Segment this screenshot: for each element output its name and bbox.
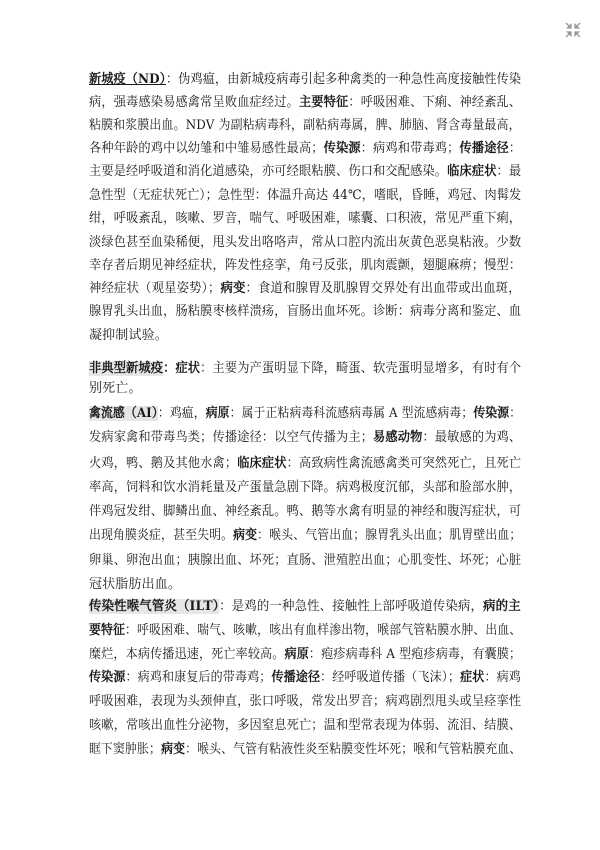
text-run: ：鸡瘟， (157, 406, 206, 421)
text-line (89, 209, 521, 229)
text-line (89, 502, 521, 522)
text-run: 伴鸡冠发绀、脚鳞出血、神经紊乱。鸭、鹅等水禽有明显的神经和腹泻症状，可 (89, 504, 522, 519)
text-run: ：主要为产蛋明显下降，畸蛋、软壳蛋明显增多，有时有个 (200, 361, 522, 376)
text-line (89, 404, 521, 424)
text-line (89, 326, 168, 346)
bold-term: 病的主 (483, 599, 521, 614)
text-run: 粘膜和浆膜出血。NDV 为副粘病毒科，副粘病毒属，脾、肺脑、肾含毒量最高， (89, 118, 521, 133)
text-line (89, 279, 521, 299)
text-line (89, 621, 521, 641)
text-run: ：属于正粘病毒科流感病毒属 A 型流感病毒； (229, 406, 474, 421)
text-run: ：是鸡的一种急性、接触性上部呼吸道传染病， (219, 599, 484, 614)
bold-term: 传染源 (473, 406, 510, 421)
text-run: 淡绿色甚至血染稀便，甩头发出咯咯声，常从口腔内流出灰黄色恶臭粘液。少数 (89, 235, 522, 250)
text-run: 别死亡。 (89, 381, 142, 396)
text-line (89, 692, 521, 712)
bold-term: 新城疫（ND） (89, 72, 167, 87)
text-line (89, 302, 521, 322)
collapse-arrows-icon[interactable] (563, 20, 583, 40)
text-run: 绀，呼吸紊乱，咳嗽、罗音，喘气、呼吸困难，嗉囊、口积液，常见严重下痢， (89, 211, 522, 226)
text-run: ：病鸡和带毒鸡； (360, 141, 460, 156)
text-run: 糜烂，本病传播迅速，死亡率较高。 (89, 647, 285, 662)
text-run: ：疱疹病毒科 A 型疱疹病毒，有囊膜； (308, 647, 522, 662)
text-line (89, 116, 521, 136)
bold-term: 禽流感（AI） (89, 406, 158, 421)
bold-term: 易感动物 (373, 430, 423, 445)
text-run: 神经症状（观星姿势）； (89, 281, 221, 296)
bold-term: 传播途径 (459, 141, 509, 156)
text-run: ：呼吸困难、喘气、咳嗽，咳出有血样渗出物，喉部气管粘膜水肿、出血、 (125, 623, 522, 638)
text-line (89, 186, 521, 206)
text-run: 发病家禽和带毒鸟类；传播途径：以空气传播为主； (89, 430, 374, 445)
text-run: ：喉头、气管出血；腺胃乳头出血；肌胃壁出血； (257, 528, 522, 543)
text-run: ：高致病性禽流感禽类可突然死亡，且死亡 (286, 456, 522, 471)
text-run: 冠状脂肪出血。 (89, 577, 182, 592)
text-run: 卵巢、卵泡出血；胰腺出血、坏死；直肠、泄殖腔出血；心肌变性、坏死；心脏 (89, 553, 522, 568)
bold-term: 传染源 (89, 670, 126, 685)
text-line (89, 93, 521, 113)
text-run: 急性型（无症状死亡）；急性型：体温升高达 44℃，嗜眠，昏睡，鸡冠、肉髯发 (89, 188, 522, 203)
text-line (89, 70, 521, 90)
text-line (89, 645, 521, 665)
text-run: 呼吸困难，表现为头颈伸直，张口呼吸，常发出罗音；病鸡剧烈甩头或呈痉挛性 (89, 694, 522, 709)
bold-term: 症状 (175, 361, 201, 376)
bold-term: ： (163, 361, 176, 376)
text-run: 咳嗽，常咳出血性分泌物，多因窒息死亡；温和型常表现为体弱、流泪、结膜、 (89, 718, 522, 733)
bold-term: 传染源 (323, 141, 361, 156)
text-run: ：病鸡 (484, 670, 521, 685)
text-run: ：经呼吸道传播（飞沫）； (320, 670, 461, 685)
text-run: ：呼吸困难、下痢、神经紊乱、 (348, 95, 522, 110)
text-run: 眶下窦肿胀； (89, 742, 162, 757)
bold-term: 病变 (220, 281, 246, 296)
text-run: 出现角膜炎症，甚至失明。 (89, 528, 234, 543)
bold-term: 病原 (205, 406, 230, 421)
text-run: 率高，饲料和饮水消耗量及产蛋量急剧下降。病鸡极度沉郁，头部和脸部水肿， (89, 480, 522, 495)
text-line (89, 454, 521, 474)
text-line (89, 716, 521, 736)
text-run: ：食道和腺胃及肌腺胃交界处有出血带或出血斑， (245, 281, 521, 296)
text-line (89, 162, 521, 182)
text-run: 火鸡，鸭、鹅及其他水禽； (89, 456, 238, 471)
text-run: ： (509, 406, 522, 421)
text-line (89, 575, 181, 595)
bold-term: 传播途径 (271, 670, 321, 685)
text-run: 各种年龄的鸡中以幼雏和中雏易感性最高； (89, 141, 324, 156)
text-run: ： (508, 141, 522, 156)
text-line (89, 139, 521, 159)
bold-term: 病变 (161, 742, 186, 757)
text-line (89, 233, 521, 253)
bold-term: 非典型新城疫 (89, 361, 164, 376)
text-run: 主要是经呼吸道和消化道感染，亦可经眼粘膜、伤口和交配感染。 (89, 164, 448, 179)
bold-term: 病原 (284, 647, 309, 662)
bold-term: 传染性喉气管炎（ILT） (89, 599, 220, 614)
text-run: ：最敏感的为鸡、 (422, 430, 522, 445)
text-line (89, 359, 521, 379)
text-run: 幸存者后期见神经症状，阵发性痉挛，角弓反张，肌肉震颤，翅腿麻痹；慢型： (89, 258, 522, 273)
bold-term: 病变 (233, 528, 258, 543)
bold-term: 症状 (460, 670, 485, 685)
text-run: ：伪鸡瘟，由新城疫病毒引起多种禽类的一种急性高度接触性传染 (166, 72, 522, 87)
text-run: ：喉头、气管有粘液性炎至粘膜变性坏死；喉和气管粘膜充血、 (185, 742, 522, 757)
text-line (89, 740, 521, 760)
text-line (89, 478, 521, 498)
text-line (89, 526, 521, 546)
text-line (89, 668, 521, 688)
text-line (89, 597, 521, 617)
bold-term: 主要特征 (298, 95, 349, 110)
bold-term: 要特征 (89, 623, 126, 638)
text-line (89, 551, 521, 571)
text-run: 腺胃乳头出血，肠粘膜枣核样溃疡，盲肠出血坏死。诊断：病毒分离和鉴定、血 (89, 304, 522, 319)
text-line (89, 256, 521, 276)
text-line (89, 379, 142, 399)
text-run: 病，强毒感染易感禽常呈败血症经过。 (89, 95, 299, 110)
text-run: ：最 (496, 164, 522, 179)
text-line (89, 428, 521, 448)
text-run: 凝抑制试验。 (89, 328, 168, 343)
bold-term: 临床症状 (237, 456, 287, 471)
bold-term: 临床症状 (447, 164, 497, 179)
text-run: ：病鸡和康复后的带毒鸡； (125, 670, 272, 685)
